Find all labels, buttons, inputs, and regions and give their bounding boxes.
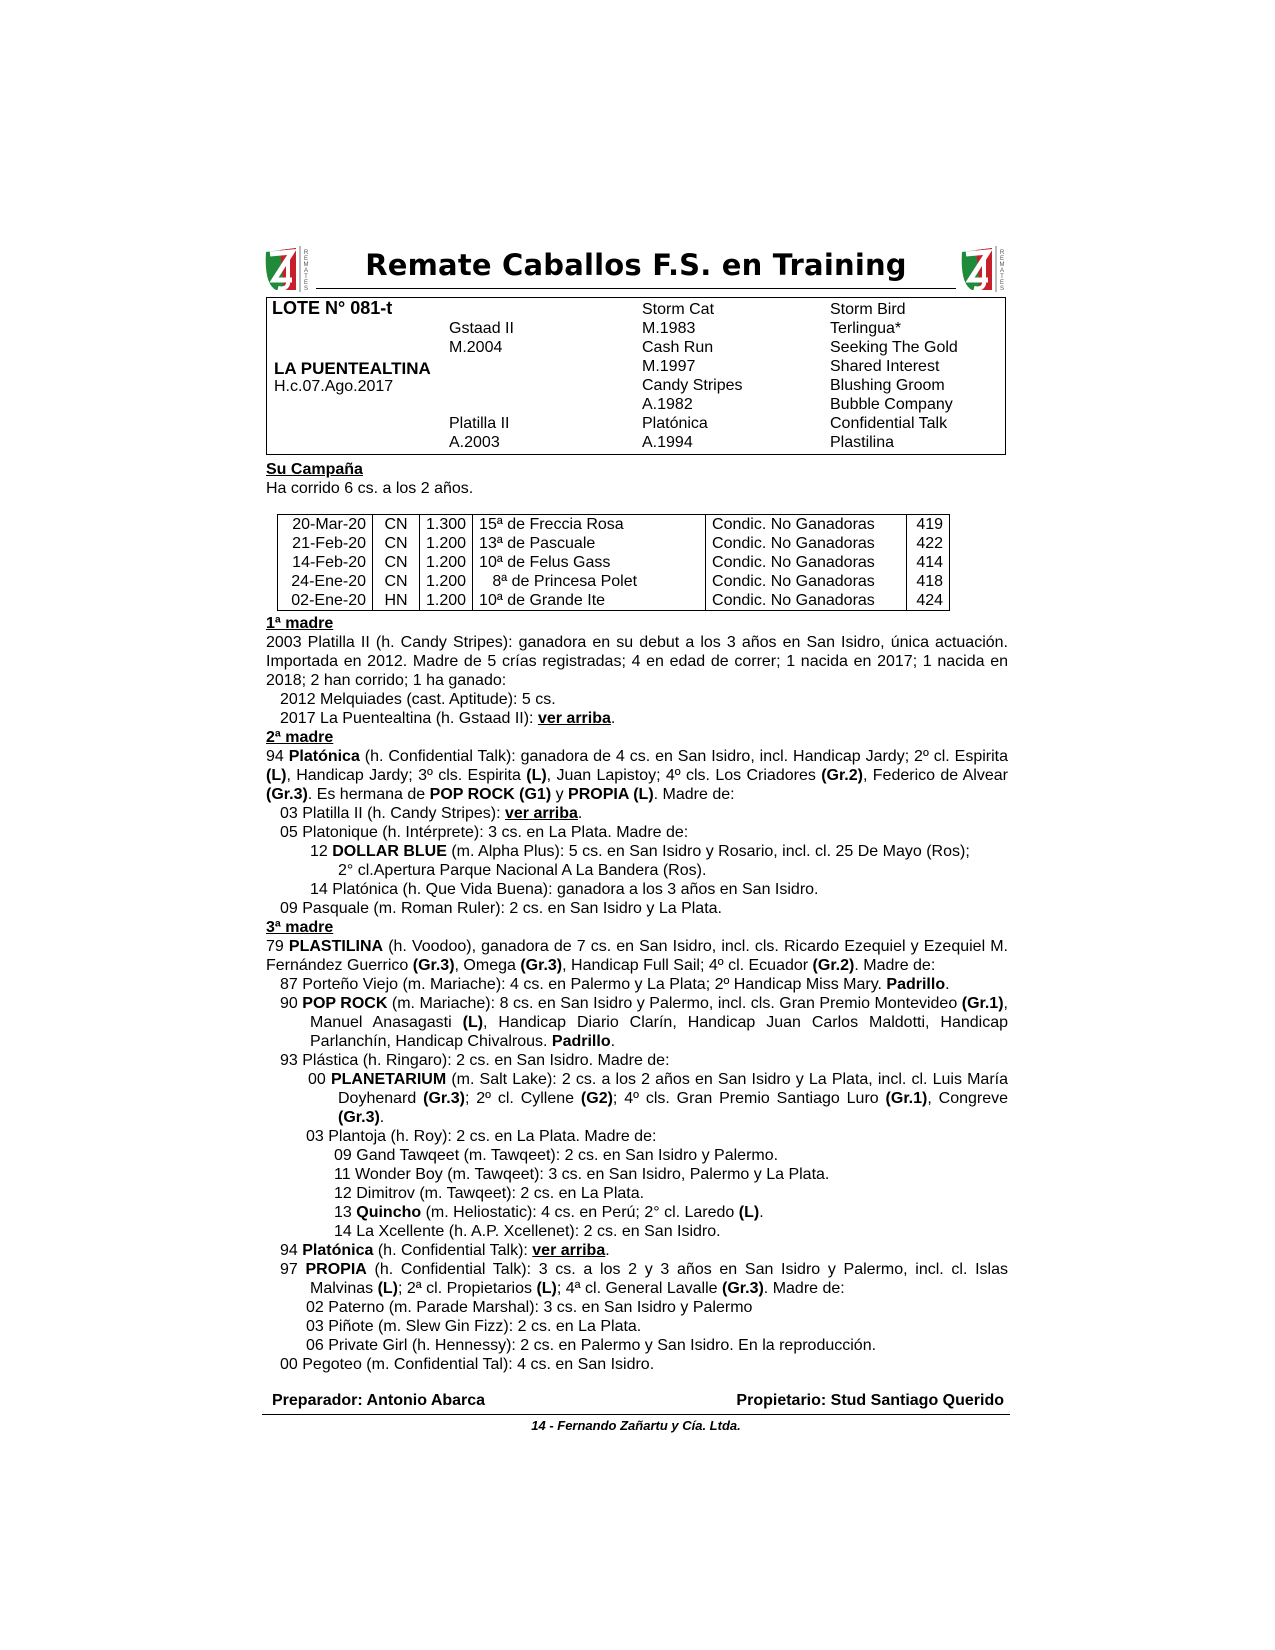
zj-logo-left [262,244,314,294]
list-item-continued: 2° cl.Apertura Parque Nacional A La Bandera (Ros). [338,862,707,879]
list-item: 00 PLANETARIUM (m. Salt Lake): 2 cs. a los 2 años en San Isidro y La Plata, incl. cl. Luis María Doyhenard (Gr.3); 2º cl. Cyllene (G2); 4º cls. Gran Premio Santiago Luro (Gr.1), Congreve (Gr.3). [308,1071,1009,1126]
pedigree-box [266,297,1006,455]
race-track: HN [373,591,420,611]
grandparent-year: A.1994 [642,434,693,451]
race-position: 10ª de Grande Ite [473,591,706,611]
sire: Gstaad II [449,320,514,337]
race-distance: 1.200 [420,553,473,572]
race-number: 424 [907,591,950,611]
list-item: 09 Gand Tawqeet (m. Tawqeet): 2 cs. en San Isidro y Palermo. [334,1147,779,1164]
svg-text:S: S [303,286,309,292]
race-number: 422 [907,534,950,553]
page-footer: 14 - Fernando Zañartu y Cía. Ltda. [531,1418,741,1433]
race-date: 20-Mar-20 [292,515,366,533]
ver-arriba-link[interactable]: ver arriba [504,805,578,822]
list-item: 09 Pasquale (m. Roman Ruler): 2 cs. en San Isidro y La Plata. [280,900,722,917]
list-item: 14 Platónica (h. Que Vida Buena): ganadora a los 3 años en San Isidro. [310,881,819,898]
pedigree-great-grandparents [830,300,958,452]
ver-arriba-link[interactable]: ver arriba [537,710,611,727]
great-grandparent: Bubble Company [830,396,953,413]
page-title: Remate Caballos F.S. en Training [365,248,907,282]
race-type: Condic. No Ganadoras [706,534,907,553]
grandparent: Storm Cat [642,301,715,318]
madre1-section [266,614,1008,1374]
campaign-summary: Ha corrido 6 cs. a los 2 años. [266,480,474,497]
pedigree-grandparents [642,300,743,452]
race-number: 414 [907,553,950,572]
dam: Platilla II [449,415,510,432]
list-item: 00 Pegoteo (m. Confidential Tal): 4 cs. en San Isidro. [280,1356,655,1373]
madre2-heading: 2ª madre [266,729,334,746]
list-item: 14 La Xcellente (h. A.P. Xcellenet): 2 cs. en San Isidro. [334,1223,721,1240]
list-item: 90 POP ROCK (m. Mariache): 8 cs. en San Isidro y Palermo, incl. cls. Gran Premio Montevideo (Gr.1), Manuel Anasagasti (L), Handicap Diario Clarín, Handicap Juan Carlos Maldotti, Handicap Parlanchín, Handicap Chivalrous. Padrillo. [280,995,1008,1050]
grandparent: Platónica [642,415,708,432]
race-date: 21-Feb-20 [292,534,366,552]
race-position: 15ª de Freccia Rosa [473,515,706,535]
svg-text:E: E [999,280,1005,286]
great-grandparent: Terlingua* [830,320,902,337]
zj-logo-right [958,244,1010,294]
horse-birth: H.c.07.Ago.2017 [274,378,394,395]
grandparent: Candy Stripes [642,377,743,394]
list-item: 06 Private Girl (h. Hennessy): 2 cs. en Palermo y San Isidro. En la reproducción. [306,1337,877,1354]
race-date: 14-Feb-20 [292,553,366,571]
list-item: 11 Wonder Boy (m. Tawqeet): 3 cs. en San Isidro, Palermo y La Plata. [334,1166,830,1183]
race-type: Condic. No Ganadoras [706,553,907,572]
lot-number: LOTE N° 081-t [272,298,393,318]
svg-text:T: T [304,274,308,280]
footer-rule [262,1414,1010,1415]
list-item: 93 Plástica (h. Ringaro): 2 cs. en San Isidro. Madre de: [280,1052,670,1069]
trainer: Preparador: Antonio Abarca [272,1392,486,1409]
race-distance: 1.300 [420,515,473,535]
list-item: 03 Plantoja (h. Roy): 2 cs. en La Plata. Madre de: [306,1128,657,1145]
ver-arriba-link[interactable]: ver arriba [532,1242,606,1259]
race-number: 418 [907,572,950,591]
race-type: Condic. No Ganadoras [706,515,907,535]
table-row [278,572,950,591]
list-item: 2017 La Puentealtina (h. Gstaad II): ver arriba. [280,710,616,727]
list-item: 03 Platilla II (h. Candy Stripes): ver arriba. [280,805,583,822]
race-track: CN [373,572,420,591]
race-track: CN [373,534,420,553]
race-track: CN [373,515,420,535]
great-grandparent: Confidential Talk [830,415,948,432]
race-number: 419 [907,515,950,535]
svg-text:R: R [303,250,309,256]
title-underline [316,288,956,289]
race-position: 10ª de Felus Gass [473,553,706,572]
great-grandparent: Shared Interest [830,358,940,375]
great-grandparent: Seeking The Gold [830,339,958,356]
madre3-text: 79 PLASTILINA (h. Voodoo), ganadora de 7 cs. en San Isidro, incl. cls. Ricardo Ezequiel y Ezequiel M. Fernández Guerrico (Gr.3), Omega (Gr.3), Handicap Full Sail; 4º cl. Ecuador (Gr.2). Madre de: [266,938,1008,974]
list-item: 12 Dimitrov (m. Tawqeet): 2 cs. en La Plata. [334,1185,645,1202]
list-item: 94 Platónica (h. Confidential Talk): ver arriba. [280,1242,610,1259]
madre1-heading: 1ª madre [266,615,334,632]
list-item: 2012 Melquiades (cast. Aptitude): 5 cs. [280,691,556,708]
table-row [278,534,950,553]
pedigree-parents [449,319,514,452]
great-grandparent: Blushing Groom [830,377,945,394]
race-distance: 1.200 [420,572,473,591]
campaign-heading: Su Campaña [266,461,363,478]
svg-text:T: T [1000,274,1004,280]
campaign-table [277,514,950,611]
grandparent-year: M.1983 [642,320,696,337]
sire-year: M.2004 [449,339,503,356]
dam-year: A.2003 [449,434,500,451]
race-type: Condic. No Ganadoras [706,591,907,611]
great-grandparent: Plastilina [830,434,895,451]
race-date: 24-Ene-20 [291,572,366,590]
grandparent: Cash Run [642,339,714,356]
grandparent-year: M.1997 [642,358,696,375]
list-item: 02 Paterno (m. Parade Marshal): 3 cs. en San Isidro y Palermo [306,1299,753,1316]
list-item: 97 PROPIA (h. Confidential Talk): 3 cs. a los 2 y 3 años en San Isidro y Palermo, incl. cl. Islas Malvinas (L); 2ª cl. Propietarios (L); 4ª cl. General Lavalle (Gr.3). Madre de: [280,1261,1008,1297]
list-item: 03 Piñote (m. Slew Gin Fizz): 2 cs. en La Plata. [306,1318,642,1335]
svg-text:M: M [999,262,1005,268]
svg-text:E: E [999,256,1005,262]
page-header [262,244,1010,292]
race-date: 02-Ene-20 [291,591,366,609]
race-position: 13ª de Pascuale [473,534,706,553]
svg-text:M: M [303,262,309,268]
madre2-text: 94 Platónica (h. Confidential Talk): ganadora de 4 cs. en San Isidro, incl. Handicap Jardy; 2º cl. Espirita (L), Handicap Jardy; 3º cls. Espirita (L), Juan Lapistoy; 4º cls. Los Criadores (Gr.2), Federico de Alvear (Gr.3). Es hermana de POP ROCK (G1) y PROPIA (L). Madre de: [266,748,1008,803]
madre1-text: 2003 Platilla II (h. Candy Stripes): ganadora en su debut a los 3 años en San Isidro, única actuación. Importada en 2012. Madre de 5 crías registradas; 4 en edad de correr; 1 nacida en 2017; 1 nacida en 2018; 2 han corrido; 1 ha ganado: [266,634,1008,689]
race-type: Condic. No Ganadoras [706,572,907,591]
campaign-section [266,460,1008,498]
table-row [278,591,950,611]
horse-name: LA PUENTEALTINA [274,359,431,378]
table-row [278,515,950,535]
race-track: CN [373,553,420,572]
great-grandparent: Storm Bird [830,301,906,318]
svg-text:A: A [303,268,309,274]
list-item: 05 Platonique (h. Intérprete): 3 cs. en La Plata. Madre de: [280,824,689,841]
owner: Propietario: Stud Santiago Querido [736,1392,1004,1409]
table-row [278,553,950,572]
svg-text:R: R [999,250,1005,256]
grandparent-year: A.1982 [642,396,693,413]
madre3-heading: 3ª madre [266,919,334,936]
list-item: 12 DOLLAR BLUE (m. Alpha Plus): 5 cs. en San Isidro y Rosario, incl. cl. 25 De Mayo (Ros); [310,843,970,860]
race-distance: 1.200 [420,591,473,611]
race-distance: 1.200 [420,534,473,553]
svg-text:E: E [303,280,309,286]
svg-text:E: E [303,256,309,262]
list-item: 13 Quincho (m. Heliostatic): 4 cs. en Perú; 2° cl. Laredo (L). [334,1204,764,1221]
list-item: 87 Porteño Viejo (m. Mariache): 4 cs. en Palermo y La Plata; 2º Handicap Miss Mary. Padrillo. [280,976,950,993]
race-position: 8ª de Princesa Polet [473,572,706,591]
svg-text:A: A [999,268,1005,274]
svg-text:S: S [999,286,1005,292]
